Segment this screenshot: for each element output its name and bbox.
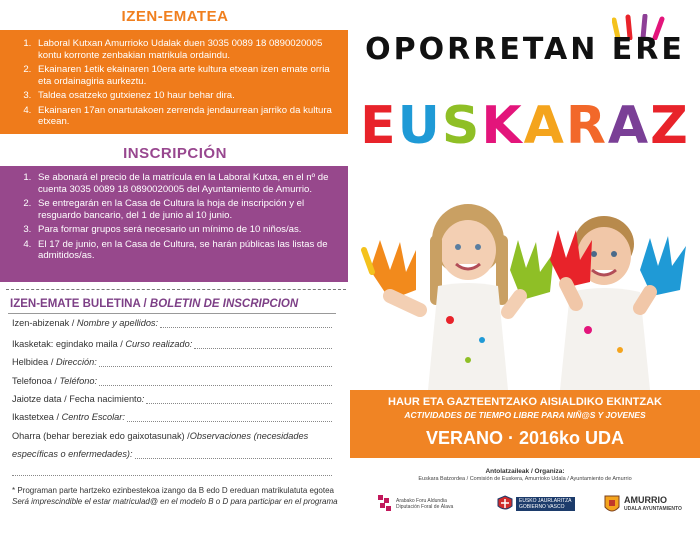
- field-phone[interactable]: Telefonoa / Teléfono:: [12, 376, 332, 386]
- list-item: 3. Taldea osatzeko gutxienez 10 haur behar dira.: [34, 90, 338, 102]
- field-label-eu: Telefonoa: [12, 376, 52, 386]
- form-title-es: BOLETIN DE INSCRIPCION: [149, 298, 299, 310]
- field-label-eu: Ikasketak: egindako maila: [12, 339, 118, 349]
- field-label-es: específicas o enfermedades):: [12, 449, 133, 459]
- headline-letter: Z: [650, 96, 690, 156]
- izen-ematea-list: [18, 38, 338, 128]
- field-observations[interactable]: Oharra (behar bereziak edo gaixotasunak) / Observaciones (necesidades: [12, 431, 309, 441]
- headline-letter: S: [441, 96, 482, 156]
- sponsor-gobierno-vasco: [497, 495, 575, 513]
- izen-ematea-box: [0, 30, 348, 134]
- children-painted-hands-photo: [350, 200, 700, 390]
- sponsor-gobierno-eu: EUSKO JAURLARITZA: [519, 498, 572, 504]
- sponsor-diputacion: [378, 495, 453, 513]
- form-title-rule: [8, 313, 336, 314]
- form-title-separator: /: [140, 298, 150, 310]
- field-label-es: Teléfono:: [59, 376, 97, 386]
- list-item: 2. Ekainaren 1etik ekainaren 10era arte kultura etxean izen emate orria eta ordainagiria aurkeztu.: [34, 64, 338, 87]
- field-blank-line[interactable]: [12, 466, 332, 476]
- form-title-eu: IZEN-EMATE BULETINA: [10, 298, 141, 310]
- izen-ematea-title: IZEN-EMATEA: [121, 8, 229, 25]
- sponsor-gobierno-es: GOBIERNO VASCO: [519, 504, 565, 510]
- headline-letter: K: [481, 96, 524, 156]
- field-birthdate[interactable]: [12, 394, 332, 404]
- headline-oporretan: OPORRETAN ERE: [365, 32, 685, 67]
- inscripcion-box: [0, 166, 348, 282]
- field-label-es: Nombre y apellidos:: [76, 318, 159, 328]
- sponsor-diputacion-es: Diputación Foral de Álava: [396, 504, 454, 510]
- field-blank-line[interactable]: [99, 376, 332, 386]
- list-item: 3. Para formar grupos será necesario un mínimo de 10 niños/as.: [34, 224, 338, 236]
- list-item: 1. Se abonará el precio de la matrícula en la Laboral Kutxa, en el nº de cuenta 3035 0089 18 0890020005 del Ayuntamiento de Amurrio.: [34, 172, 338, 195]
- headline-letter: E: [360, 96, 398, 156]
- field-blank-line[interactable]: [99, 357, 332, 367]
- headline-letter: A: [523, 96, 566, 156]
- field-blank-line[interactable]: [127, 412, 332, 422]
- sponsor-amurrio-sub: UDALA AYUNTAMIENTO: [624, 506, 682, 512]
- field-label-es: :: [141, 394, 145, 404]
- sponsor-amurrio: [604, 495, 682, 515]
- field-name[interactable]: Izen-abizenak / Nombre y apellidos:: [12, 318, 332, 328]
- form-title: [10, 298, 298, 310]
- field-blank-line[interactable]: [160, 318, 332, 328]
- field-blank-line[interactable]: [194, 339, 332, 349]
- field-label-es: Centro Escolar:: [61, 412, 125, 422]
- field-label-eu: Jaiotze data / Fecha nacimiento: [12, 394, 142, 404]
- list-item: 1. Laboral Kutxan Amurrioko Udalak duen 3035 0089 18 0890020005 kontu korronte zenbakian matrikula ordaindu.: [34, 38, 338, 61]
- sponsor-diputacion-eu: Arabako Foru Aldundia: [396, 498, 447, 504]
- headline-euskaraz: [350, 96, 700, 156]
- field-school[interactable]: Ikastetxea / Centro Escolar:: [12, 412, 332, 422]
- field-label-es: Observaciones (necesidades: [189, 431, 309, 441]
- field-label-eu: Oharra (behar bereziak edo gaixotasunak): [12, 431, 185, 441]
- field-course[interactable]: Ikasketak: egindako maila / Curso realizado:: [12, 339, 332, 349]
- field-extra-line[interactable]: [12, 466, 332, 476]
- headline-letter: U: [397, 96, 442, 156]
- diputacion-logo-icon: [378, 495, 392, 513]
- banner-season: VERANO · 2016ko UDA: [425, 428, 625, 448]
- field-blank-line[interactable]: [135, 449, 332, 459]
- field-blank-line[interactable]: [146, 394, 332, 404]
- headline-letter: R: [565, 96, 608, 156]
- field-label-eu: Helbidea: [12, 357, 49, 367]
- cut-line-divider: [6, 289, 346, 290]
- right-panel: [350, 0, 700, 533]
- organizers-title: Antolatzaileak / Organiza:: [485, 468, 565, 475]
- field-label-eu: Izen-abizenak: [12, 318, 70, 328]
- field-observations-cont[interactable]: [12, 449, 332, 459]
- inscripcion-list: [18, 172, 338, 262]
- field-label-es: Dirección:: [55, 357, 97, 367]
- banner-title-eu: HAUR ETA GAZTEENTZAKO AISIALDIKO EKINTZAK: [388, 396, 662, 408]
- field-label-eu: Ikastetxea: [12, 412, 54, 422]
- gobierno-vasco-logo-icon: [497, 495, 513, 513]
- activities-banner: [350, 390, 700, 458]
- list-item: 4. El 17 de junio, en la Casa de Cultura, se harán públicas las listas de admitidos/as.: [34, 239, 338, 262]
- banner-title-es: ACTIVIDADES DE TIEMPO LIBRE PARA NIÑ@S Y JOVENES: [404, 410, 646, 420]
- list-item: 2. Se entregarán en la Casa de Cultura la hoja de inscripción y el resguardo bancario, del 1 de junio al 10 junio.: [34, 198, 338, 221]
- field-address[interactable]: Helbidea / Dirección:: [12, 357, 332, 367]
- inscripcion-title: INSCRIPCIÓN: [123, 145, 227, 162]
- amurrio-shield-icon: [604, 495, 620, 515]
- list-item: 4. Ekainaren 17an onartutakoen zerrenda jendaurrean jarriko da kultura etxean.: [34, 105, 338, 128]
- field-label-es: Curso realizado:: [125, 339, 193, 349]
- note-es: Será imprescindible el estar matriculad@ en el modelo B o D para participar en el programa: [12, 497, 338, 506]
- note-eu: * Programan parte hartzeko ezinbestekoa izango da B edo D ereduan matrikulatuta egotea: [12, 486, 334, 495]
- organizers-text: Euskara Batzordea / Comisión de Euskera, Amurrioko Udala / Ayuntamiento de Amurrio: [418, 476, 632, 482]
- sponsor-amurrio-name: AMURRIO: [624, 495, 667, 505]
- headline-letter: A: [607, 96, 651, 156]
